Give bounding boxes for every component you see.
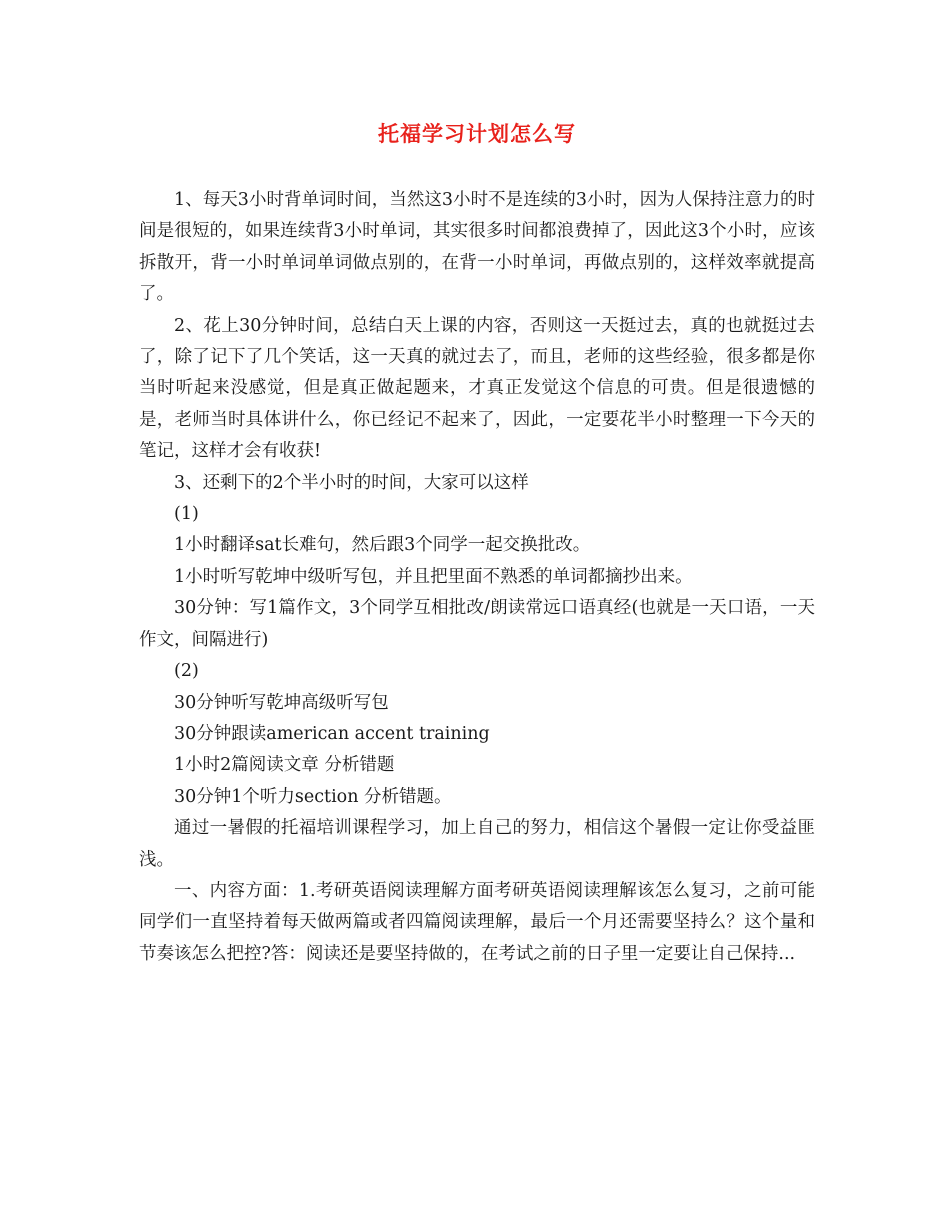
paragraph-6: 1小时听写乾坤中级听写包，并且把里面不熟悉的单词都摘抄出来。	[174, 566, 693, 587]
paragraph-14: 一、内容方面：1.考研英语阅读理解方面考研英语阅读理解该怎么复习，之前可能同学们一直坚持着每天做两篇或者四篇阅读理解，最后一个月还需要坚持么？这个量和节奏该怎么把控?答：阅读还是要坚持做的，在考试之前的日子里一定要让自己保持...	[139, 880, 815, 964]
paragraph-11: 1小时2篇阅读文章 分析错题	[174, 755, 395, 776]
document-title: 托福学习计划怎么写	[378, 121, 576, 146]
paragraph-5: 1小时翻译sat长难句，然后跟3个同学一起交换批改。	[174, 535, 591, 556]
document-body	[139, 185, 815, 970]
paragraph-7: 30分钟：写1篇作文，3个同学互相批改/朗读常远口语真经(也就是一天口语，一天作文，间隔进行)	[139, 598, 815, 650]
paragraph-2: 2、花上30分钟时间，总结白天上课的内容，否则这一天挺过去，真的也就挺过去了，除了记下了几个笑话，这一天真的就过去了，而且，老师的这些经验，很多都是你当时听起来没感觉，但是真正做起题来，才真正发觉这个信息的可贵。但是很遗憾的是，老师当时具体讲什么，你已经记不起来了，因此，一定要花半小时整理一下今天的笔记，这样才会有收获!	[139, 315, 815, 462]
paragraph-9: 30分钟听写乾坤高级听写包	[174, 692, 389, 713]
paragraph-10: 30分钟跟读american accent training	[174, 723, 490, 744]
document-page	[139, 118, 815, 970]
paragraph-13: 通过一暑假的托福培训课程学习，加上自己的努力，相信这个暑假一定让你受益匪浅。	[139, 818, 815, 870]
paragraph-3: 3、还剩下的2个半小时的时间，大家可以这样	[174, 472, 529, 493]
paragraph-1: 1、每天3小时背单词时间，当然这3小时不是连续的3小时，因为人保持注意力的时间是很短的，如果连续背3小时单词，其实很多时间都浪费掉了，因此这3个小时，应该拆散开，背一小时单词单词做点别的，在背一小时单词，再做点别的，这样效率就提高了。	[139, 190, 815, 305]
paragraph-12: 30分钟1个听力section 分析错题。	[174, 786, 452, 807]
paragraph-4: (1)	[174, 504, 199, 525]
paragraph-8: (2)	[174, 661, 199, 682]
